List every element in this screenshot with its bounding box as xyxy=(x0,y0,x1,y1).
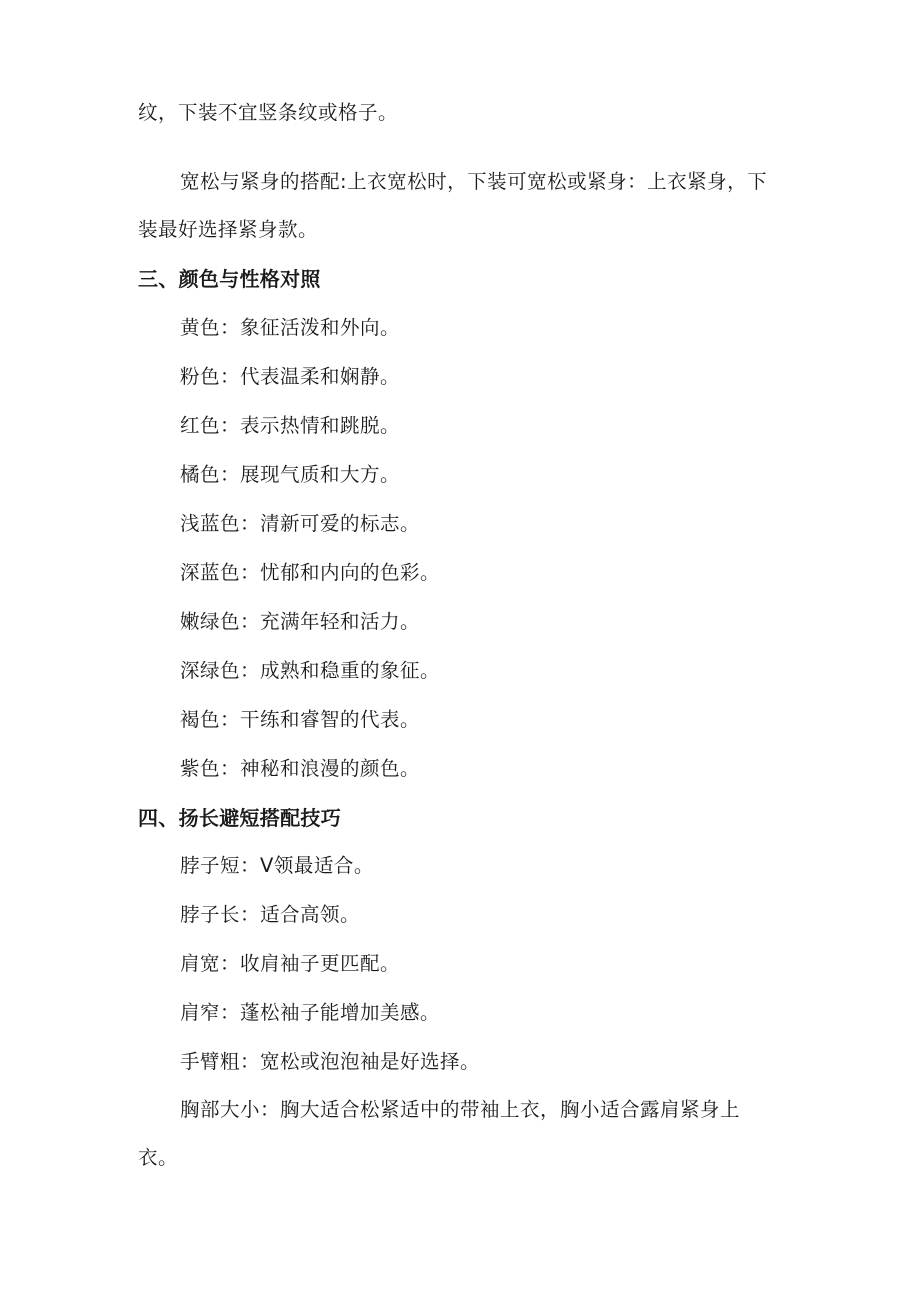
paragraph-line: 衣。 xyxy=(138,1146,179,1169)
color-item: 深绿色：成熟和稳重的象征。 xyxy=(180,659,441,682)
color-item: 嫩绿色：充满年轻和活力。 xyxy=(180,610,421,633)
section-heading-colors: 三、颜色与性格对照 xyxy=(138,267,321,291)
intro-line: 纹，下装不宜竖条纹或格子。 xyxy=(138,101,399,124)
paragraph-line: 胸部大小：胸大适合松紧适中的带袖上衣，胸小适合露肩紧身上 xyxy=(180,1098,741,1121)
tip-item: 脖子长：适合高领。 xyxy=(180,903,361,926)
tip-item: 肩窄：蓬松袖子能增加美感。 xyxy=(180,1001,441,1024)
color-item: 紫色：神秘和浪漫的颜色。 xyxy=(180,757,421,780)
tip-item: 手臂粗：宽松或泡泡袖是好选择。 xyxy=(180,1050,481,1073)
paragraph-line: 装最好选择紧身款。 xyxy=(138,218,319,241)
color-item: 红色：表示热情和跳脱。 xyxy=(180,414,401,437)
tip-item: 脖子短：V领最适合。 xyxy=(180,854,374,877)
color-item: 浅蓝色：清新可爱的标志。 xyxy=(180,512,421,535)
color-item: 深蓝色：忧郁和内向的色彩。 xyxy=(180,561,441,584)
section-heading-tips: 四、扬长避短搭配技巧 xyxy=(138,806,341,830)
tip-item: 肩宽：收肩袖子更匹配。 xyxy=(180,952,401,975)
color-item: 褐色：干练和睿智的代表。 xyxy=(180,708,421,731)
color-item: 黄色：象征活泼和外向。 xyxy=(180,316,401,339)
color-item: 粉色：代表温柔和娴静。 xyxy=(180,365,401,388)
paragraph-line: 宽松与紧身的搭配:上衣宽松时，下装可宽松或紧身：上衣紧身，下 xyxy=(180,170,768,193)
color-item: 橘色：展现气质和大方。 xyxy=(180,463,401,486)
